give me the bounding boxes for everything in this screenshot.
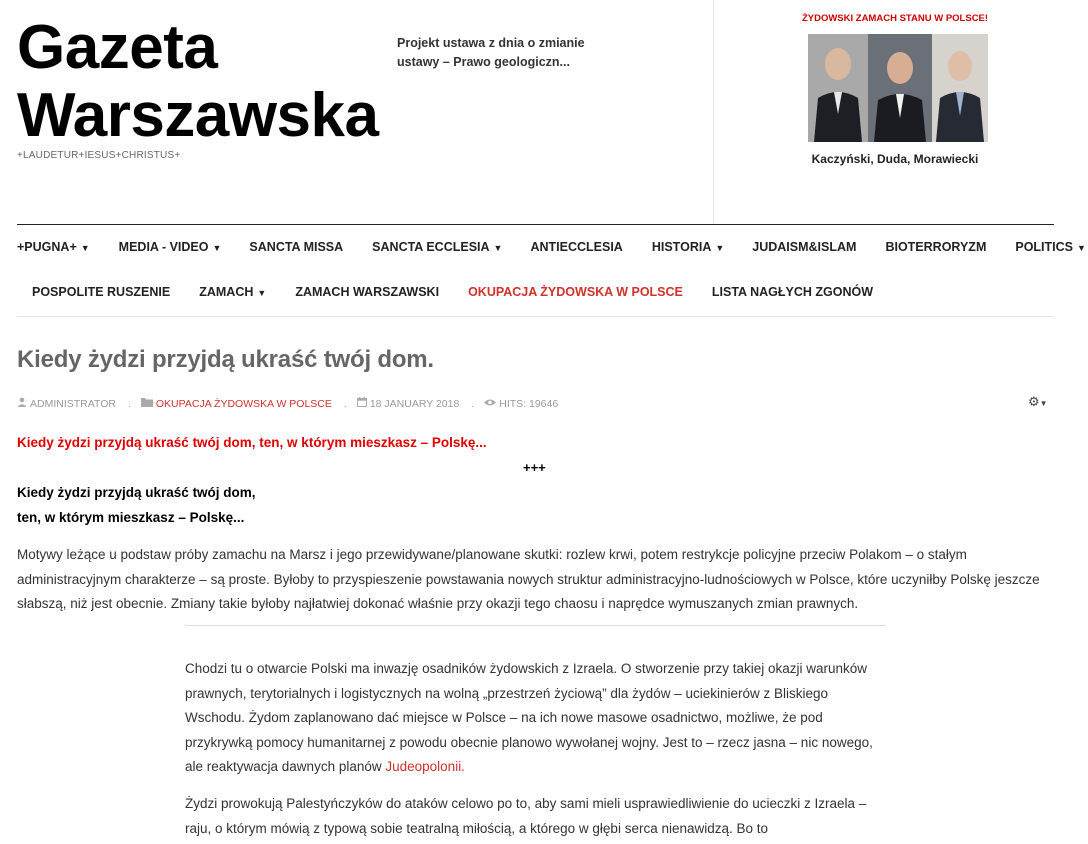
article-bold-line-2: ten, w którym mieszkasz – Polskę... bbox=[17, 510, 245, 525]
site-tagline: +LAUDETUR+IESUS+CHRISTUS+ bbox=[17, 150, 181, 161]
nav-top-rule bbox=[17, 224, 1054, 225]
nav-item-label: ZAMACH bbox=[199, 285, 254, 299]
nav-item-bioterroryzm[interactable] bbox=[885, 240, 986, 254]
nav-item-okupacja[interactable] bbox=[468, 285, 683, 299]
caret-down-icon: ▼ bbox=[1039, 399, 1048, 408]
nav-item-label: POSPOLITE RUSZENIE bbox=[32, 285, 171, 299]
quote-divider bbox=[185, 625, 886, 626]
nav-item-label: JUDAISM&ISLAM bbox=[752, 240, 857, 254]
nav-item-historia[interactable] bbox=[652, 240, 724, 254]
meta-category-link[interactable]: OKUPACJA ŻYDOWSKA W POLSCE bbox=[155, 397, 332, 410]
nav-item-label: +PUGNA+ bbox=[17, 240, 77, 254]
nav-item-label: LISTA NAGŁYCH ZGONÓW bbox=[711, 285, 873, 299]
headline-ticker-link[interactable]: Projekt ustawa z dnia o zmianie ustawy – Prawo geologiczn... bbox=[397, 36, 585, 69]
caret-down-icon: ▼ bbox=[715, 243, 725, 253]
nav-item-sancta-ecclesia[interactable] bbox=[372, 240, 502, 254]
section-divider-text: +++ bbox=[523, 460, 546, 475]
nav-item-sancta-missa[interactable] bbox=[249, 240, 343, 254]
main-nav-row-2 bbox=[32, 282, 873, 302]
nav-item-label: SANCTA ECCLESIA bbox=[372, 240, 490, 254]
nav-item-zamach[interactable] bbox=[199, 285, 266, 299]
nav-item-label: ZAMACH WARSZAWSKI bbox=[295, 285, 440, 299]
meta-hits: HITS: 19646 bbox=[499, 397, 559, 410]
judeopolonia-link[interactable]: Judeopolonii. bbox=[385, 759, 465, 774]
quote-paragraph-1 bbox=[185, 657, 890, 780]
promo-caption: Kaczyński, Duda, Morawiecki bbox=[811, 152, 979, 166]
nav-item-label: HISTORIA bbox=[651, 240, 712, 254]
nav-item-pugna[interactable] bbox=[17, 240, 90, 254]
article-tools-button[interactable] bbox=[1028, 394, 1048, 410]
nav-item-politics[interactable] bbox=[1015, 240, 1086, 254]
user-icon bbox=[17, 397, 27, 410]
promo-title[interactable]: ŻYDOWSKI ZAMACH STANU W POLSCE! bbox=[801, 13, 989, 24]
caret-down-icon: ▼ bbox=[212, 243, 222, 253]
nav-item-pospolite-ruszenie[interactable] bbox=[32, 285, 170, 299]
meta-separator: . bbox=[471, 397, 475, 410]
nav-item-label: MEDIA - VIDEO bbox=[118, 240, 209, 254]
caret-down-icon: ▼ bbox=[1077, 243, 1086, 253]
caret-down-icon: ▼ bbox=[257, 288, 267, 298]
meta-separator: . bbox=[127, 397, 131, 410]
caret-down-icon: ▼ bbox=[493, 243, 503, 253]
nav-item-label: OKUPACJA ŻYDOWSKA W POLSCE bbox=[468, 285, 683, 299]
nav-item-label: POLITICS bbox=[1015, 240, 1074, 254]
logo-line-2: Warszawska bbox=[17, 81, 379, 150]
calendar-icon bbox=[357, 397, 367, 410]
nav-item-lista-zgonow[interactable] bbox=[712, 285, 873, 299]
gear-icon: ⚙ bbox=[1028, 394, 1040, 409]
caret-down-icon: ▼ bbox=[80, 243, 90, 253]
nav-item-antiecclesia[interactable] bbox=[530, 240, 622, 254]
meta-date: 18 JANUARY 2018 bbox=[369, 397, 460, 410]
site-logo[interactable] bbox=[17, 14, 378, 150]
eye-icon bbox=[484, 398, 496, 410]
promo-photo[interactable] bbox=[808, 34, 988, 142]
header-divider bbox=[713, 0, 714, 224]
article-bold-line-1: Kiedy żydzi przyjdą ukraść twój dom, bbox=[17, 485, 256, 500]
article-title[interactable]: Kiedy żydzi przyjdą ukraść twój dom. bbox=[17, 346, 434, 373]
article-paragraph-1: Motywy leżące u podstaw próby zamachu na Marsz i jego przewidywane/planowane skutki: rozlew krwi, potem restrykcje policyjne przeciw Polakom – o stałym administracyjnym charakterze – są proste. Byłoby to przyspieszenie powstawania nowych struktur administracyjno-ludnościowych w Polsce, które uczyniłby Polskę jeszcze słabszą, niż jest obecnie. Zmiany takie byłoby najłatwiej dokonać właśnie przy okazji tego chaosu i naprędce wymuszanych zmian prawnych. bbox=[17, 547, 1040, 611]
article-intro-red: Kiedy żydzi przyjdą ukraść twój dom, ten, w którym mieszkasz – Polskę... bbox=[17, 435, 487, 450]
nav-item-label: ANTIECCLESIA bbox=[530, 240, 623, 254]
main-nav-row-1 bbox=[17, 237, 1086, 257]
nav-bottom-rule bbox=[17, 316, 1054, 317]
nav-item-zamach-warszawski[interactable] bbox=[295, 285, 439, 299]
promo-photo-graphic bbox=[808, 34, 988, 142]
quote-paragraph-1-text: Chodzi tu o otwarcie Polski ma inwazję osadników żydowskich z Izraela. O stworzenie przy takiej okazji warunków prawnych, terytorialnych i logistycznych na wolną „przestrzeń życiową” dla żydów – uciekinierów z Bliskiego Wschodu. Żydom zaplanowano dać miejsce w Polsce – na ich nowe masowe osadnictwo, możliwe, że pod przykrywką pomocy humanitarnej z powodu obecnie planowo wywołanej wojny. Jest to – rzecz jasna – nic nowego, ale reaktywacja dawnych planów bbox=[185, 661, 873, 774]
nav-item-label: SANCTA MISSA bbox=[249, 240, 344, 254]
logo-line-1: Gazeta bbox=[17, 13, 218, 82]
folder-icon bbox=[141, 397, 153, 410]
article-meta bbox=[17, 397, 558, 410]
nav-item-label: BIOTERRORYZM bbox=[885, 240, 987, 254]
nav-item-media-video[interactable] bbox=[119, 240, 222, 254]
meta-author: ADMINISTRATOR bbox=[30, 397, 116, 410]
quote-paragraph-2: Żydzi prowokują Palestyńczyków do ataków celowo po to, aby sami mieli usprawiedliwienie do ucieczki z Izraela – raju, o którym mówią z typową sobie teatralną miłością, a którego w głębi serca nienawidzą. Bo to bbox=[185, 796, 867, 836]
meta-separator: . bbox=[343, 397, 347, 410]
nav-item-judaism-islam[interactable] bbox=[752, 240, 856, 254]
